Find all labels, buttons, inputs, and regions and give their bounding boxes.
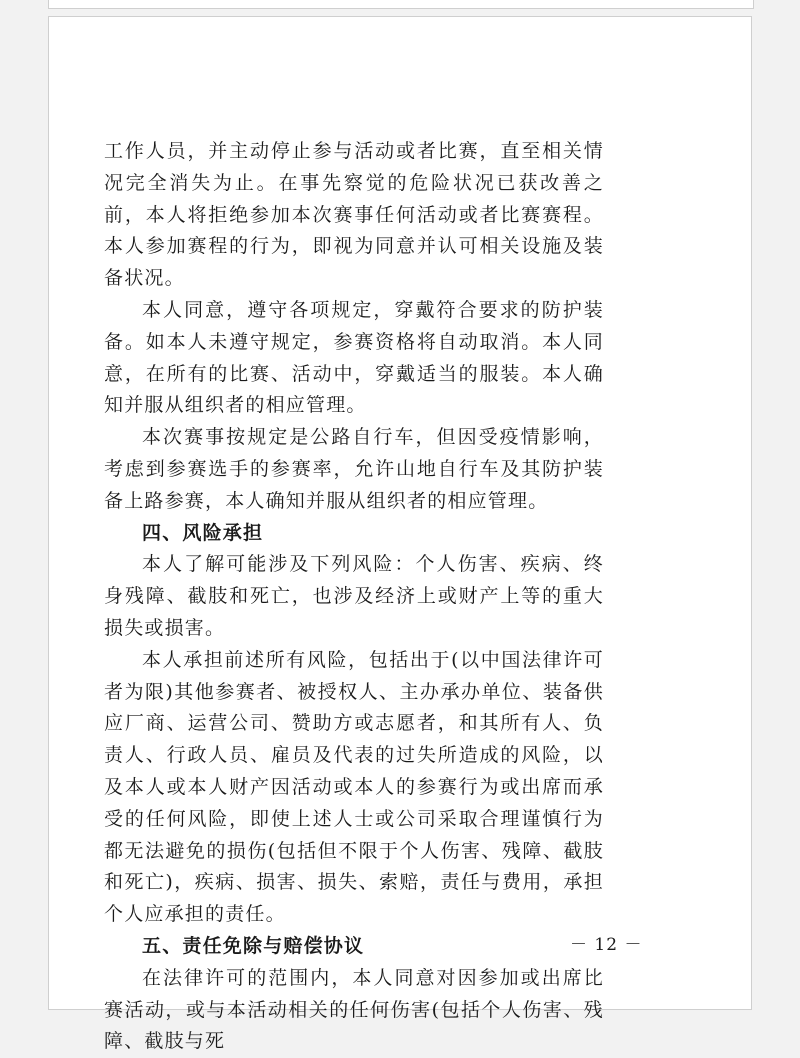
section-heading-risk: 四、风险承担 xyxy=(142,521,264,544)
paragraph-protective-gear: 本人同意，遵守各项规定，穿戴符合要求的防护装备。如本人未遵守规定，参赛资格将自动取消。本人同意，在所有的比赛、活动中，穿戴适当的服装。本人确知并服从组织者的相应管理。 xyxy=(104,298,604,417)
previous-page-edge xyxy=(48,0,754,9)
paragraph-bicycle-rules: 本次赛事按规定是公路自行车，但因受疫情影响，考虑到参赛选手的参赛率，允许山地自行车及其防护装备上路参赛，本人确知并服从组织者的相应管理。 xyxy=(104,426,604,512)
paragraph-risk-assumption: 本人承担前述所有风险，包括出于(以中国法律许可者为限)其他参赛者、被授权人、主办承办单位、装备供应厂商、运营公司、赞助方或志愿者，和其所有人、负责人、行政人员、雇员及代表的过失所造成的风险，以及本人或本人财产因活动或本人的参赛行为或出席而承受的任何风险，即使上述人士或公司采取合理谨慎行为都无法避免的损伤(包括但不限于个人伤害、残障、截肢和死亡)，疾病、损害、损失、索赔，责任与费用，承担个人应承担的责任。 xyxy=(104,648,604,926)
section-heading-liability: 五、责任免除与赔偿协议 xyxy=(142,934,365,957)
document-body xyxy=(104,136,604,1058)
paragraph-liability: 在法律许可的范围内，本人同意对因参加或出席比赛活动，或与本活动相关的任何伤害(包括个人伤害、残障、截肢与死 xyxy=(104,966,604,1053)
paragraph-continuation: 工作人员，并主动停止参与活动或者比赛，直至相关情况完全消失为止。在事先察觉的危险状况已获改善之前，本人将拒绝参加本次赛事任何活动或者比赛赛程。本人参加赛程的行为，即视为同意并认可相关设施及装备状况。 xyxy=(104,140,604,290)
paragraph-risk-list: 本人了解可能涉及下列风险：个人伤害、疾病、终身残障、截肢和死亡，也涉及经济上或财产上等的重大损失或损害。 xyxy=(104,553,604,639)
page-number: － 12 － xyxy=(570,935,643,955)
